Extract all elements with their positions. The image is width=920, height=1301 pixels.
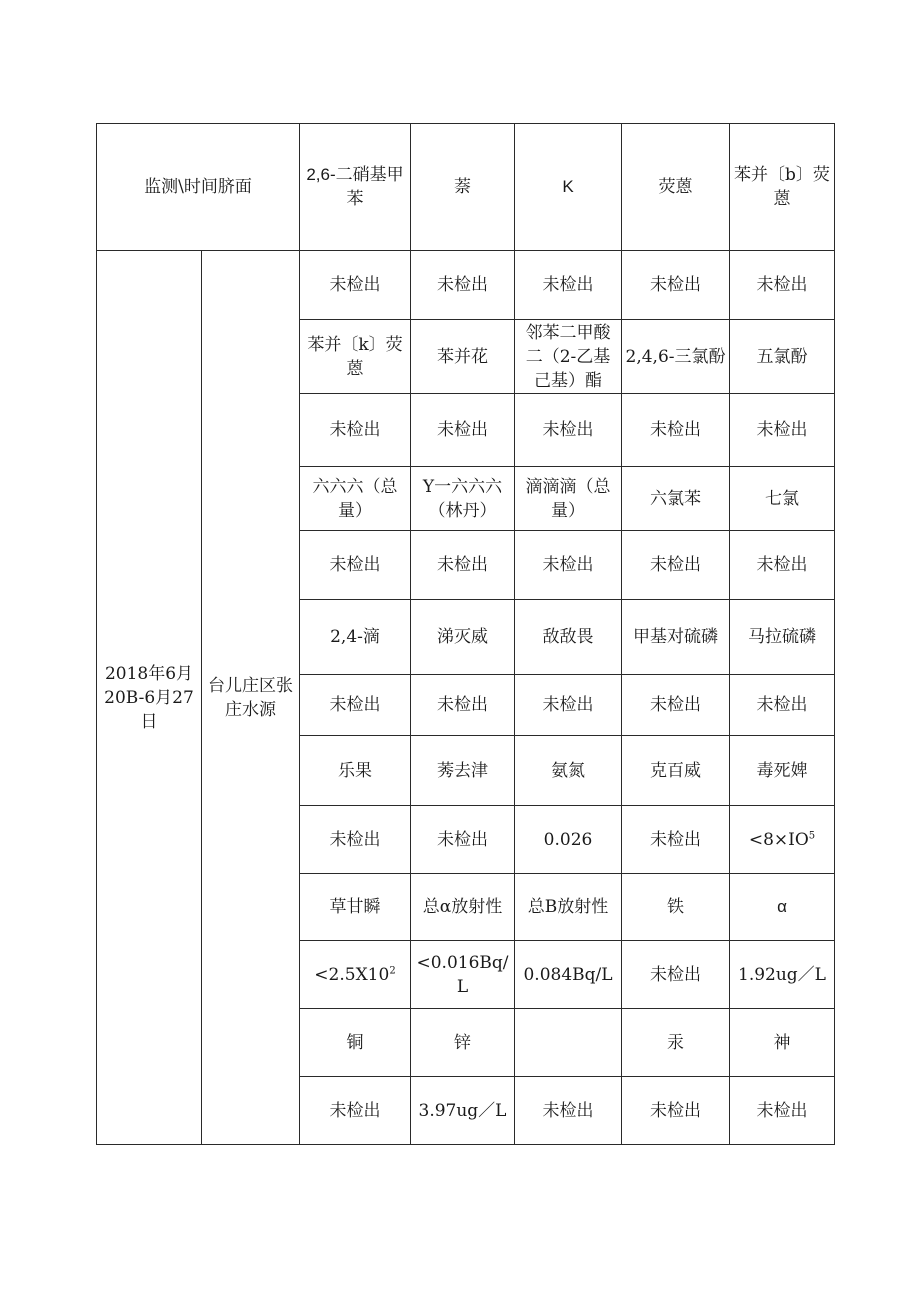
cell-text: 未检出 (756, 555, 808, 575)
data-row (97, 251, 835, 320)
site-cell: 台儿庄区张庄水源 (202, 251, 300, 1145)
table-cell (730, 531, 835, 600)
header-col-1: 萘 (411, 124, 515, 251)
table-cell (411, 675, 515, 736)
table-cell (515, 1077, 622, 1145)
cell-text: 未检出 (437, 420, 488, 440)
cell-text: 莠去津 (437, 760, 488, 781)
cell-text: 未检出 (756, 275, 808, 295)
table-cell (515, 675, 622, 736)
cell-text: 六氯苯 (650, 488, 701, 509)
cell-text: 铁 (667, 897, 684, 917)
table-cell (515, 251, 622, 320)
table-cell (411, 531, 515, 600)
cell-text: Y一六六六（林丹） (422, 476, 503, 521)
table-cell (515, 394, 622, 467)
table-cell (730, 394, 835, 467)
table-cell (622, 736, 730, 806)
cell-text: 苯并〔k〕荧蒽 (307, 334, 403, 379)
cell-text: <8×IO (748, 829, 809, 850)
cell-text: 未检出 (437, 695, 488, 715)
table-cell (730, 874, 835, 941)
table-cell (300, 320, 411, 394)
cell-text: 甲基对硫磷 (633, 627, 718, 647)
table-cell (515, 467, 622, 531)
cell-text: 滴滴滴（总量） (525, 476, 611, 521)
table-cell (622, 467, 730, 531)
table-cell (730, 806, 835, 874)
table-cell (300, 467, 411, 531)
table-cell (730, 251, 835, 320)
table-cell (515, 320, 622, 394)
cell-text: 敌敌畏 (542, 627, 594, 647)
cell-text: 汞 (667, 1032, 684, 1053)
table-cell (411, 394, 515, 467)
cell-text: 未检出 (650, 964, 701, 985)
cell-text: 未检出 (650, 275, 701, 295)
cell-text: 未检出 (650, 1100, 701, 1121)
table-cell (300, 251, 411, 320)
table-cell (300, 531, 411, 600)
cell-text: 未检出 (329, 1100, 381, 1121)
table-cell (515, 941, 622, 1009)
cell-text: 未检出 (329, 420, 381, 440)
cell-text: 草甘瞬 (329, 897, 381, 917)
table-cell (730, 320, 835, 394)
cell-text: α (777, 897, 787, 916)
header-col-4: 苯并〔b〕荧蒽 (730, 124, 835, 251)
table-cell (300, 1077, 411, 1145)
cell-text: 未检出 (542, 420, 594, 440)
cell-text: 未检出 (650, 695, 701, 715)
cell-text: 六六六（总量） (312, 476, 398, 521)
cell-text: 神 (773, 1032, 791, 1053)
cell-text: 未检出 (756, 420, 808, 440)
cell-text: 马拉硫磷 (748, 627, 816, 647)
exponent: 5 (808, 829, 816, 841)
table-cell (411, 806, 515, 874)
table-cell (622, 874, 730, 941)
table-cell (300, 1009, 411, 1077)
date-cell: 2018年6月20B-6月27日 (97, 251, 202, 1145)
cell-text: <0.016Bq/L (416, 952, 509, 997)
cell-text: 总B放射性 (527, 897, 609, 917)
table-cell (300, 600, 411, 675)
cell-text: 未检出 (756, 1100, 808, 1121)
table-cell (411, 941, 515, 1009)
cell-text: 未检出 (542, 1100, 594, 1121)
cell-text: 总α放射性 (422, 897, 503, 917)
cell-text: 0.026 (543, 829, 593, 850)
table-cell (622, 1077, 730, 1145)
header-row (97, 124, 835, 251)
cell-text: 未检出 (650, 829, 701, 850)
cell-text: 七氯 (765, 488, 799, 509)
header-col-0: 2,6-二硝基甲苯 (300, 124, 411, 251)
table-cell (622, 675, 730, 736)
table-cell (730, 1009, 835, 1077)
table-cell (515, 600, 622, 675)
cell-text: 涕灭威 (437, 627, 488, 647)
table-cell (515, 806, 622, 874)
cell-text: 克百威 (650, 760, 701, 781)
table-cell (622, 531, 730, 600)
table-cell (622, 941, 730, 1009)
cell-text: 苯并花 (437, 346, 488, 367)
table-cell (730, 600, 835, 675)
cell-text: 1.92ug／L (738, 964, 826, 985)
header-col-2: K (515, 124, 622, 251)
cell-text: 未检出 (329, 555, 381, 575)
table-cell (300, 394, 411, 467)
table-cell (622, 394, 730, 467)
cell-text: 锌 (454, 1032, 471, 1053)
cell-text: 铜 (346, 1032, 364, 1053)
table-cell (300, 941, 411, 1009)
cell-text: 未检出 (437, 829, 488, 850)
table-cell (411, 600, 515, 675)
table-cell (300, 806, 411, 874)
table-cell (622, 251, 730, 320)
monitoring-table (96, 123, 835, 1145)
exponent: 2 (389, 964, 396, 976)
table-cell (515, 531, 622, 600)
header-col-3: 荧蒽 (622, 124, 730, 251)
cell-text: 3.97ug／L (418, 1100, 507, 1121)
table-cell (622, 600, 730, 675)
table-cell (411, 1009, 515, 1077)
cell-text: 氨氮 (551, 760, 585, 781)
cell-text: 未检出 (437, 555, 488, 575)
table-cell (411, 467, 515, 531)
cell-text: 2,4,6-三氯酚 (625, 346, 726, 367)
table-cell (730, 675, 835, 736)
cell-text: 未检出 (329, 695, 381, 715)
table-cell (622, 806, 730, 874)
table-cell (515, 1009, 622, 1077)
table-cell (300, 675, 411, 736)
cell-text: 未检出 (542, 555, 594, 575)
table-cell (411, 736, 515, 806)
table-cell (411, 874, 515, 941)
table-cell (411, 1077, 515, 1145)
table-cell (515, 874, 622, 941)
table-cell (622, 320, 730, 394)
cell-text: 未检出 (329, 829, 381, 850)
cell-text: 乐果 (338, 760, 372, 781)
table-cell (730, 1077, 835, 1145)
cell-text: <2.5X10 (314, 964, 390, 985)
cell-text: 五氯酚 (756, 346, 808, 367)
cell-text: 未检出 (329, 275, 381, 295)
cell-text: 未检出 (756, 695, 808, 715)
cell-text: 未检出 (650, 555, 701, 575)
table-cell (411, 251, 515, 320)
cell-text: 2,4-滴 (330, 627, 380, 647)
cell-text: 0.084Bq/L (523, 964, 613, 985)
cell-text: 邻苯二甲酸二（2-乙基己基）酯 (525, 322, 611, 391)
table-cell (411, 320, 515, 394)
cell-text: 未检出 (650, 420, 701, 440)
cell-text: 未检出 (437, 275, 488, 295)
cell-text: 未检出 (542, 275, 594, 295)
header-label: 监测\时间脐面 (97, 124, 300, 251)
table-cell (300, 736, 411, 806)
table-cell (622, 1009, 730, 1077)
table-cell (300, 874, 411, 941)
cell-text: 未检出 (542, 695, 594, 715)
table-cell (730, 736, 835, 806)
table-cell (730, 467, 835, 531)
table-cell (515, 736, 622, 806)
table-cell (730, 941, 835, 1009)
cell-text: 毒死婢 (756, 760, 808, 781)
